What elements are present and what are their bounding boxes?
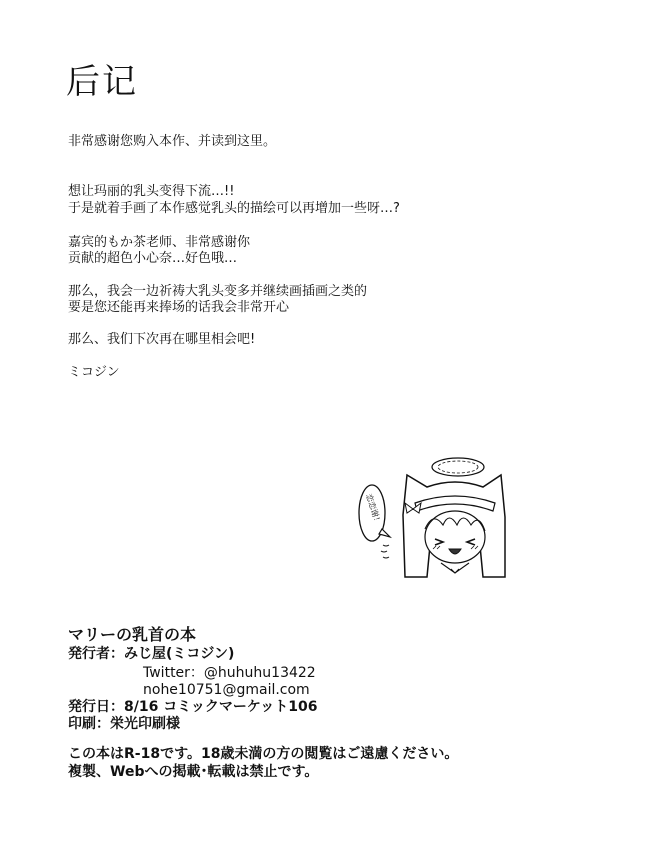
author-signature: ミコジン — [68, 365, 120, 380]
paragraph-line: 要是您还能再来捧场的话我会非常开心 — [68, 300, 290, 315]
paragraph-line: 于是就着手画了本作感觉乳头的描绘可以再增加一些呀…? — [68, 201, 400, 216]
paragraph-line: 嘉宾的もか茶老师、非常感谢你 — [68, 235, 251, 250]
afterword-title: 后记 — [66, 62, 138, 102]
paragraph-thanks: 非常感谢您购入本作、并读到这里。 — [68, 134, 277, 149]
book-title: マリーの乳首の本 — [68, 625, 197, 644]
publish-date: 発行日：8/16 コミックマーケット106 — [68, 699, 318, 715]
paragraph-line: 那么、我们下次再在哪里相会吧! — [68, 332, 256, 347]
paragraph-line: 想让玛丽的乳头变得下流…!! — [68, 184, 235, 199]
paragraph-line: 贡献的超色小心奈…好色哦… — [68, 251, 238, 266]
copy-notice: 複製、Webへの掲載･転載は禁止です。 — [68, 764, 319, 780]
speech-bubble-text: 恋恋谢！ — [364, 492, 383, 527]
email-address: nohe10751@gmail.com — [143, 682, 310, 698]
rating-notice: この本はR-18です。18歳未満の方の閲覧はご遠慮ください。 — [68, 746, 459, 762]
publisher: 発行者：みじ屋(ミコジン) — [68, 646, 235, 662]
paragraph-line: 那么，我会一边祈祷大乳头变多并继续画插画之类的 — [68, 284, 368, 299]
chibi-character-illustration — [355, 445, 520, 595]
printer: 印刷：栄光印刷様 — [68, 716, 180, 732]
twitter-handle: Twitter：@huhuhu13422 — [143, 665, 316, 681]
